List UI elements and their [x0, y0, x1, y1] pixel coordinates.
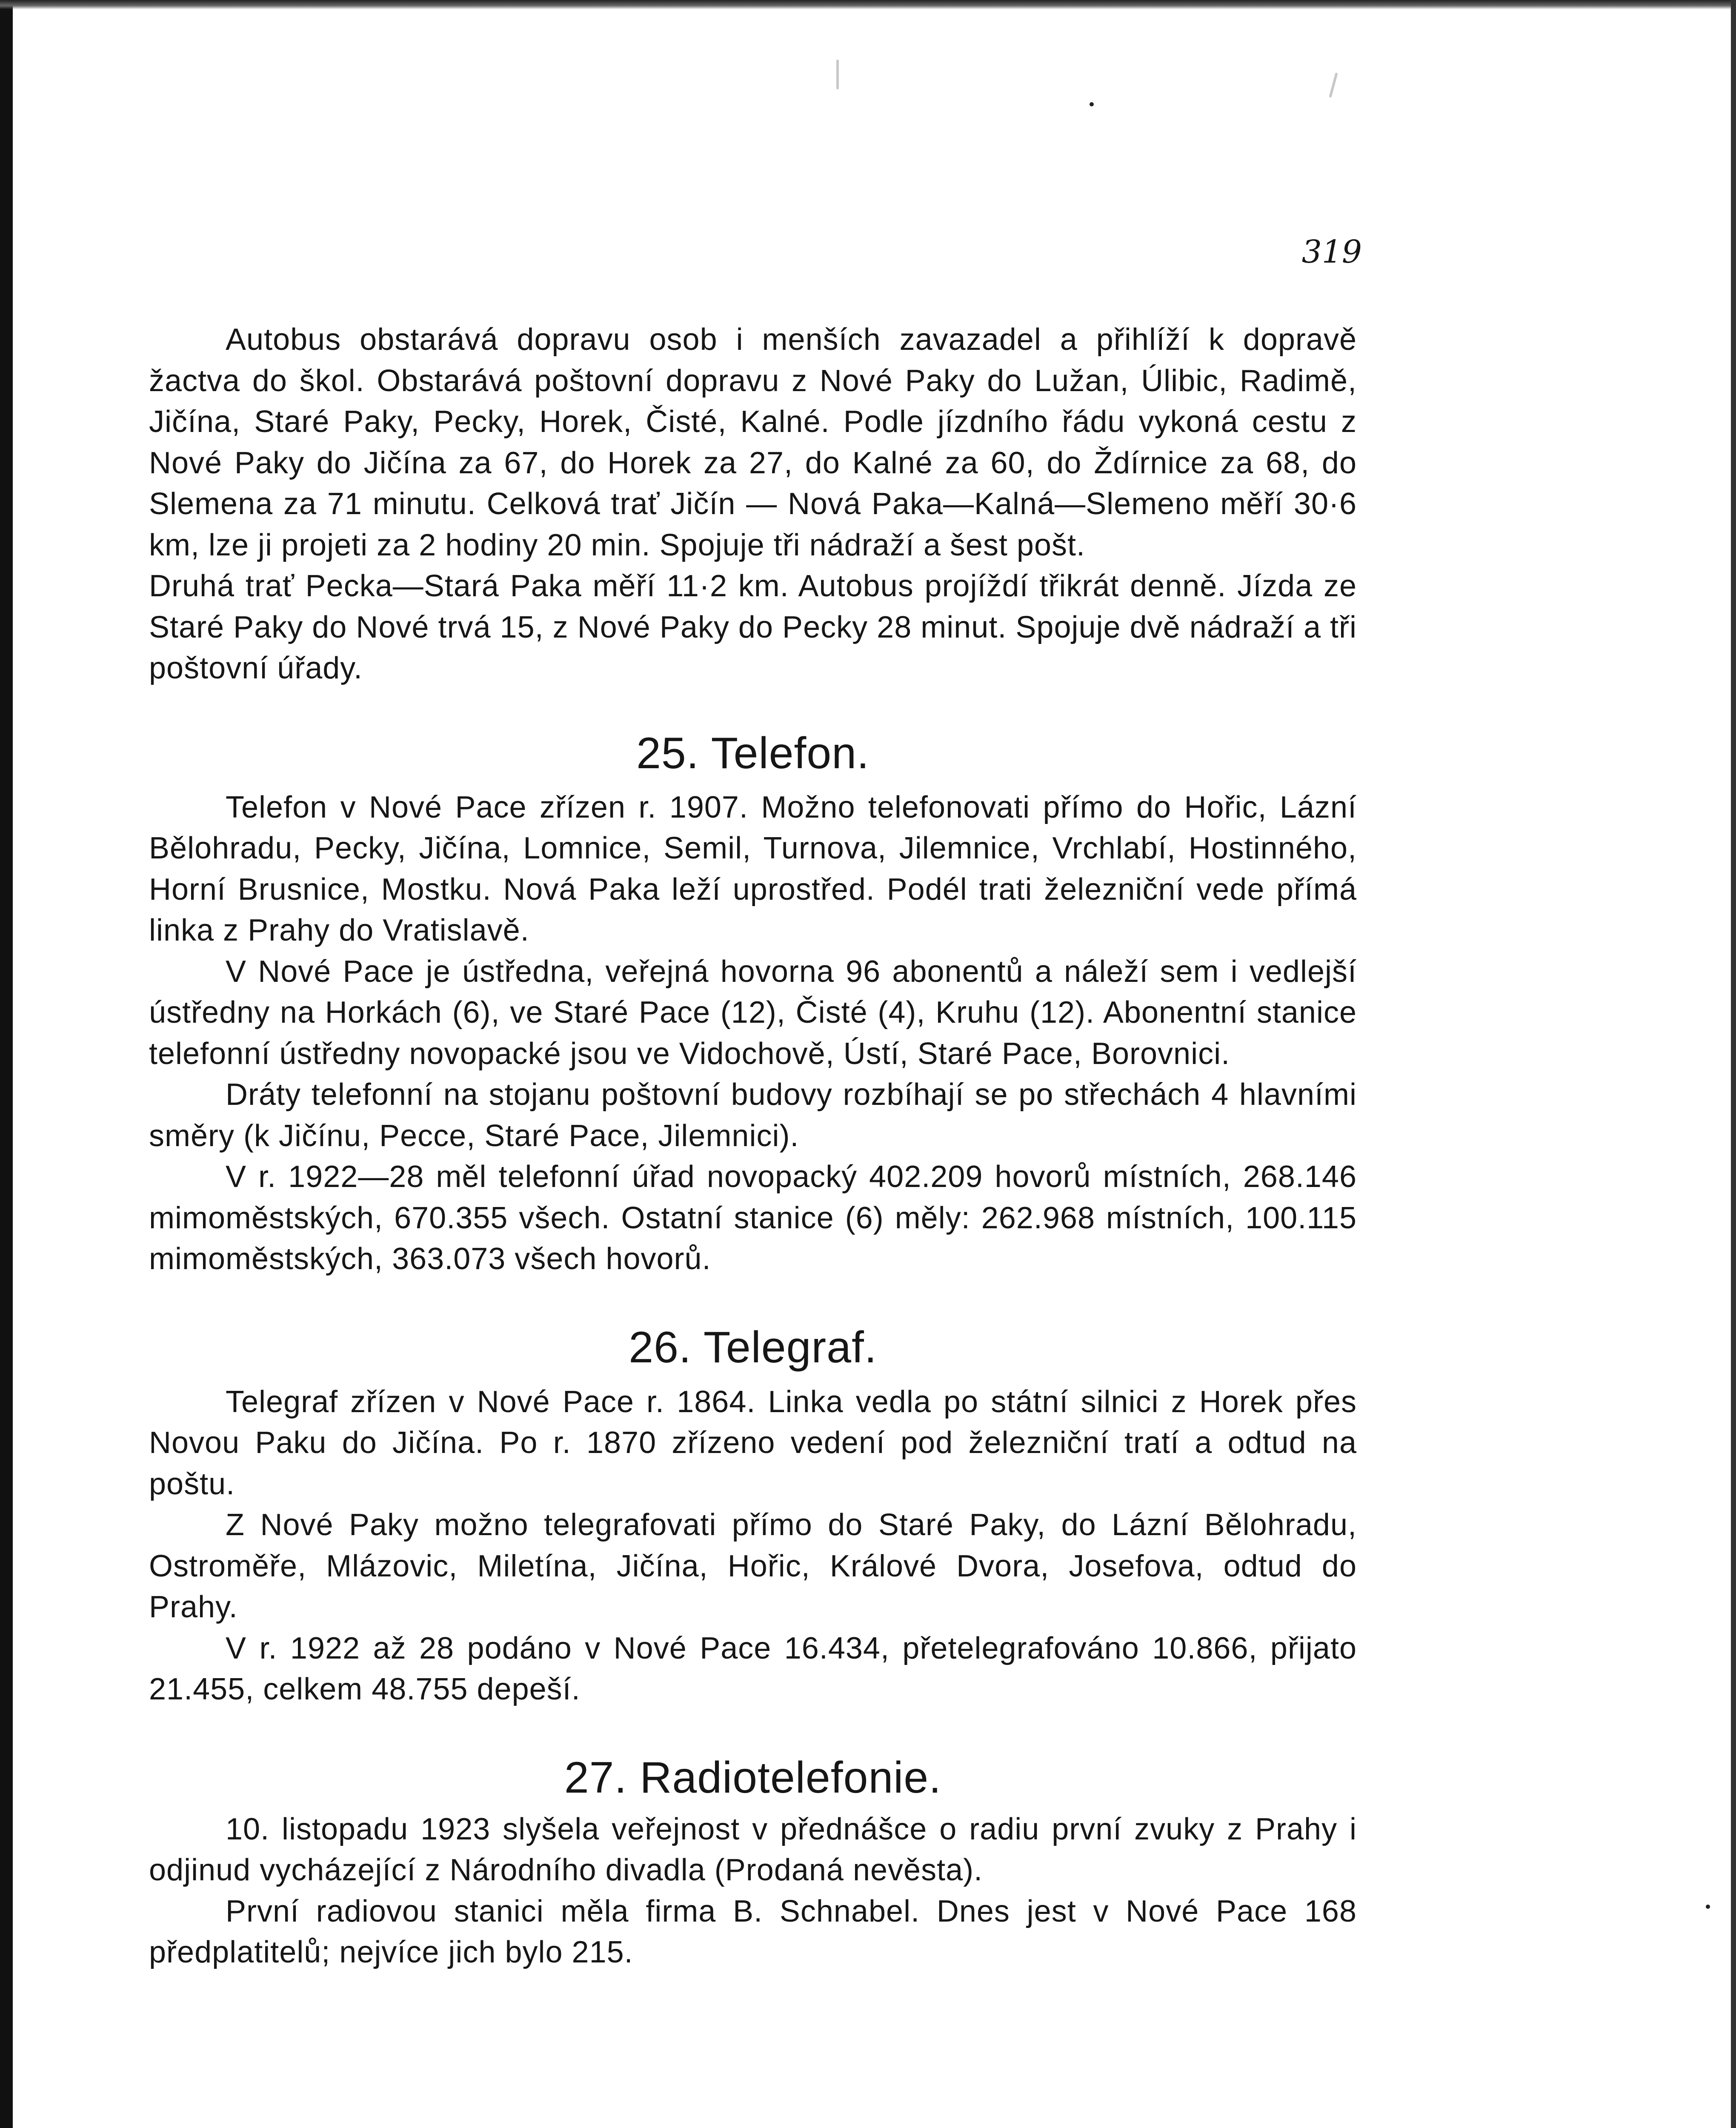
scan-border-left: [0, 0, 13, 2128]
section-heading: 26. Telegraf.: [629, 1322, 877, 1372]
paragraph: Autobus obstarává dopravu osob i menších zavazadel a přihlíží k dopravě žactva do škol. Obstarává poštovní dopravu z Nové Paky do Lužan, Úlibic, Radimě, Jičína, Staré Paky, Pecky, Horek, Čisté, Kalné. Podle jízdního řádu vykoná cestu z Nové Paky do Jičína za 67, do Horek za 27, do Kalné za 60, do Ždírnice za 68, do Slemena za 71 minutu. Celková trať Jičín — Nová Paka—Kalná—Slemeno měří 30·6 km, lze ji projeti za 2 hodiny 20 min. Spojuje tři nádraží a šest pošt.: [149, 323, 1357, 562]
scan-artifact-dot: [1706, 1905, 1710, 1909]
paragraph: V r. 1922 až 28 podáno v Nové Pace 16.434, přetelegrafováno 10.866, přijato 21.455, celkem 48.755 depeší.: [149, 1631, 1357, 1706]
scan-border-right: [1731, 0, 1736, 2128]
paragraph: Dráty telefonní na stojanu poštovní budovy rozbíhají se po střechách 4 hlavními směry (k Jičínu, Pecce, Staré Pace, Jilemnici).: [149, 1078, 1357, 1153]
paragraph: V Nové Pace je ústředna, veřejná hovorna 96 abonentů a náleží sem i vedlejší ústředny na Horkách (6), ve Staré Pace (12), Čisté (4), Kruhu (12). Abonentní stanice telefonní ústředny novopacké jsou ve Vidochově, Ústí, Staré Pace, Borovnici.: [149, 954, 1357, 1071]
scan-artifact-mark: [836, 60, 839, 89]
section-heading: 27. Radiotelefonie.: [564, 1753, 942, 1802]
paragraph: 10. listopadu 1923 slyšela veřejnost v přednášce o radiu první zvuky z Prahy i odjinud vycházející z Národního divadla (Prodaná nevěsta).: [149, 1812, 1357, 1887]
scan-border-top: [0, 0, 1736, 9]
paragraph: Druhá trať Pecka—Stará Paka měří 11·2 km. Autobus projíždí třikrát denně. Jízda ze Staré Paky do Nové trvá 15, z Nové Paky do Pecky 28 minut. Spojuje dvě nádraží a tři poštovní úřady.: [149, 569, 1357, 685]
paragraph: První radiovou stanici měla firma B. Schnabel. Dnes jest v Nové Pace 168 předplatitelů; nejvíce jich bylo 215.: [149, 1894, 1357, 1969]
paragraph: Z Nové Paky možno telegrafovati přímo do Staré Paky, do Lázní Bělohradu, Ostroměře, Mlázovic, Miletína, Jičína, Hořic, Králové Dvora, Josefova, odtud do Prahy.: [149, 1508, 1357, 1624]
telefon-section: [149, 729, 1357, 1280]
telegraf-section: [149, 1324, 1357, 1710]
page-number: 319: [1301, 234, 1362, 270]
paragraph: V r. 1922—28 měl telefonní úřad novopacký 402.209 hovorů místních, 268.146 mimoměstských, 670.355 všech. Ostatní stanice (6) měly: 262.968 místních, 100.115 mimoměstských, 363.073 všech hovorů.: [149, 1160, 1357, 1276]
paragraph: Telegraf zřízen v Nové Pace r. 1864. Linka vedla po státní silnici z Horek přes Novou Paku do Jičína. Po r. 1870 zřízeno vedení pod železniční tratí a odtud na poštu.: [149, 1384, 1357, 1501]
page-body: [149, 319, 1357, 1973]
paragraph: Telefon v Nové Pace zřízen r. 1907. Možno telefonovati přímo do Hořic, Lázní Bělohradu, Pecky, Jičína, Lomnice, Semil, Turnova, Jilemnice, Vrchlabí, Hostinného, Horní Brusnice, Mostku. Nová Paka leží uprostřed. Podél trati železniční vede přímá linka z Prahy do Vratislavě.: [149, 790, 1357, 947]
radio-section: [149, 1754, 1357, 1973]
scan-artifact-dot: [1090, 102, 1094, 106]
scan-artifact-mark: [1329, 72, 1338, 98]
section-heading: 25. Telefon.: [636, 728, 869, 778]
intro-section: [149, 319, 1357, 689]
